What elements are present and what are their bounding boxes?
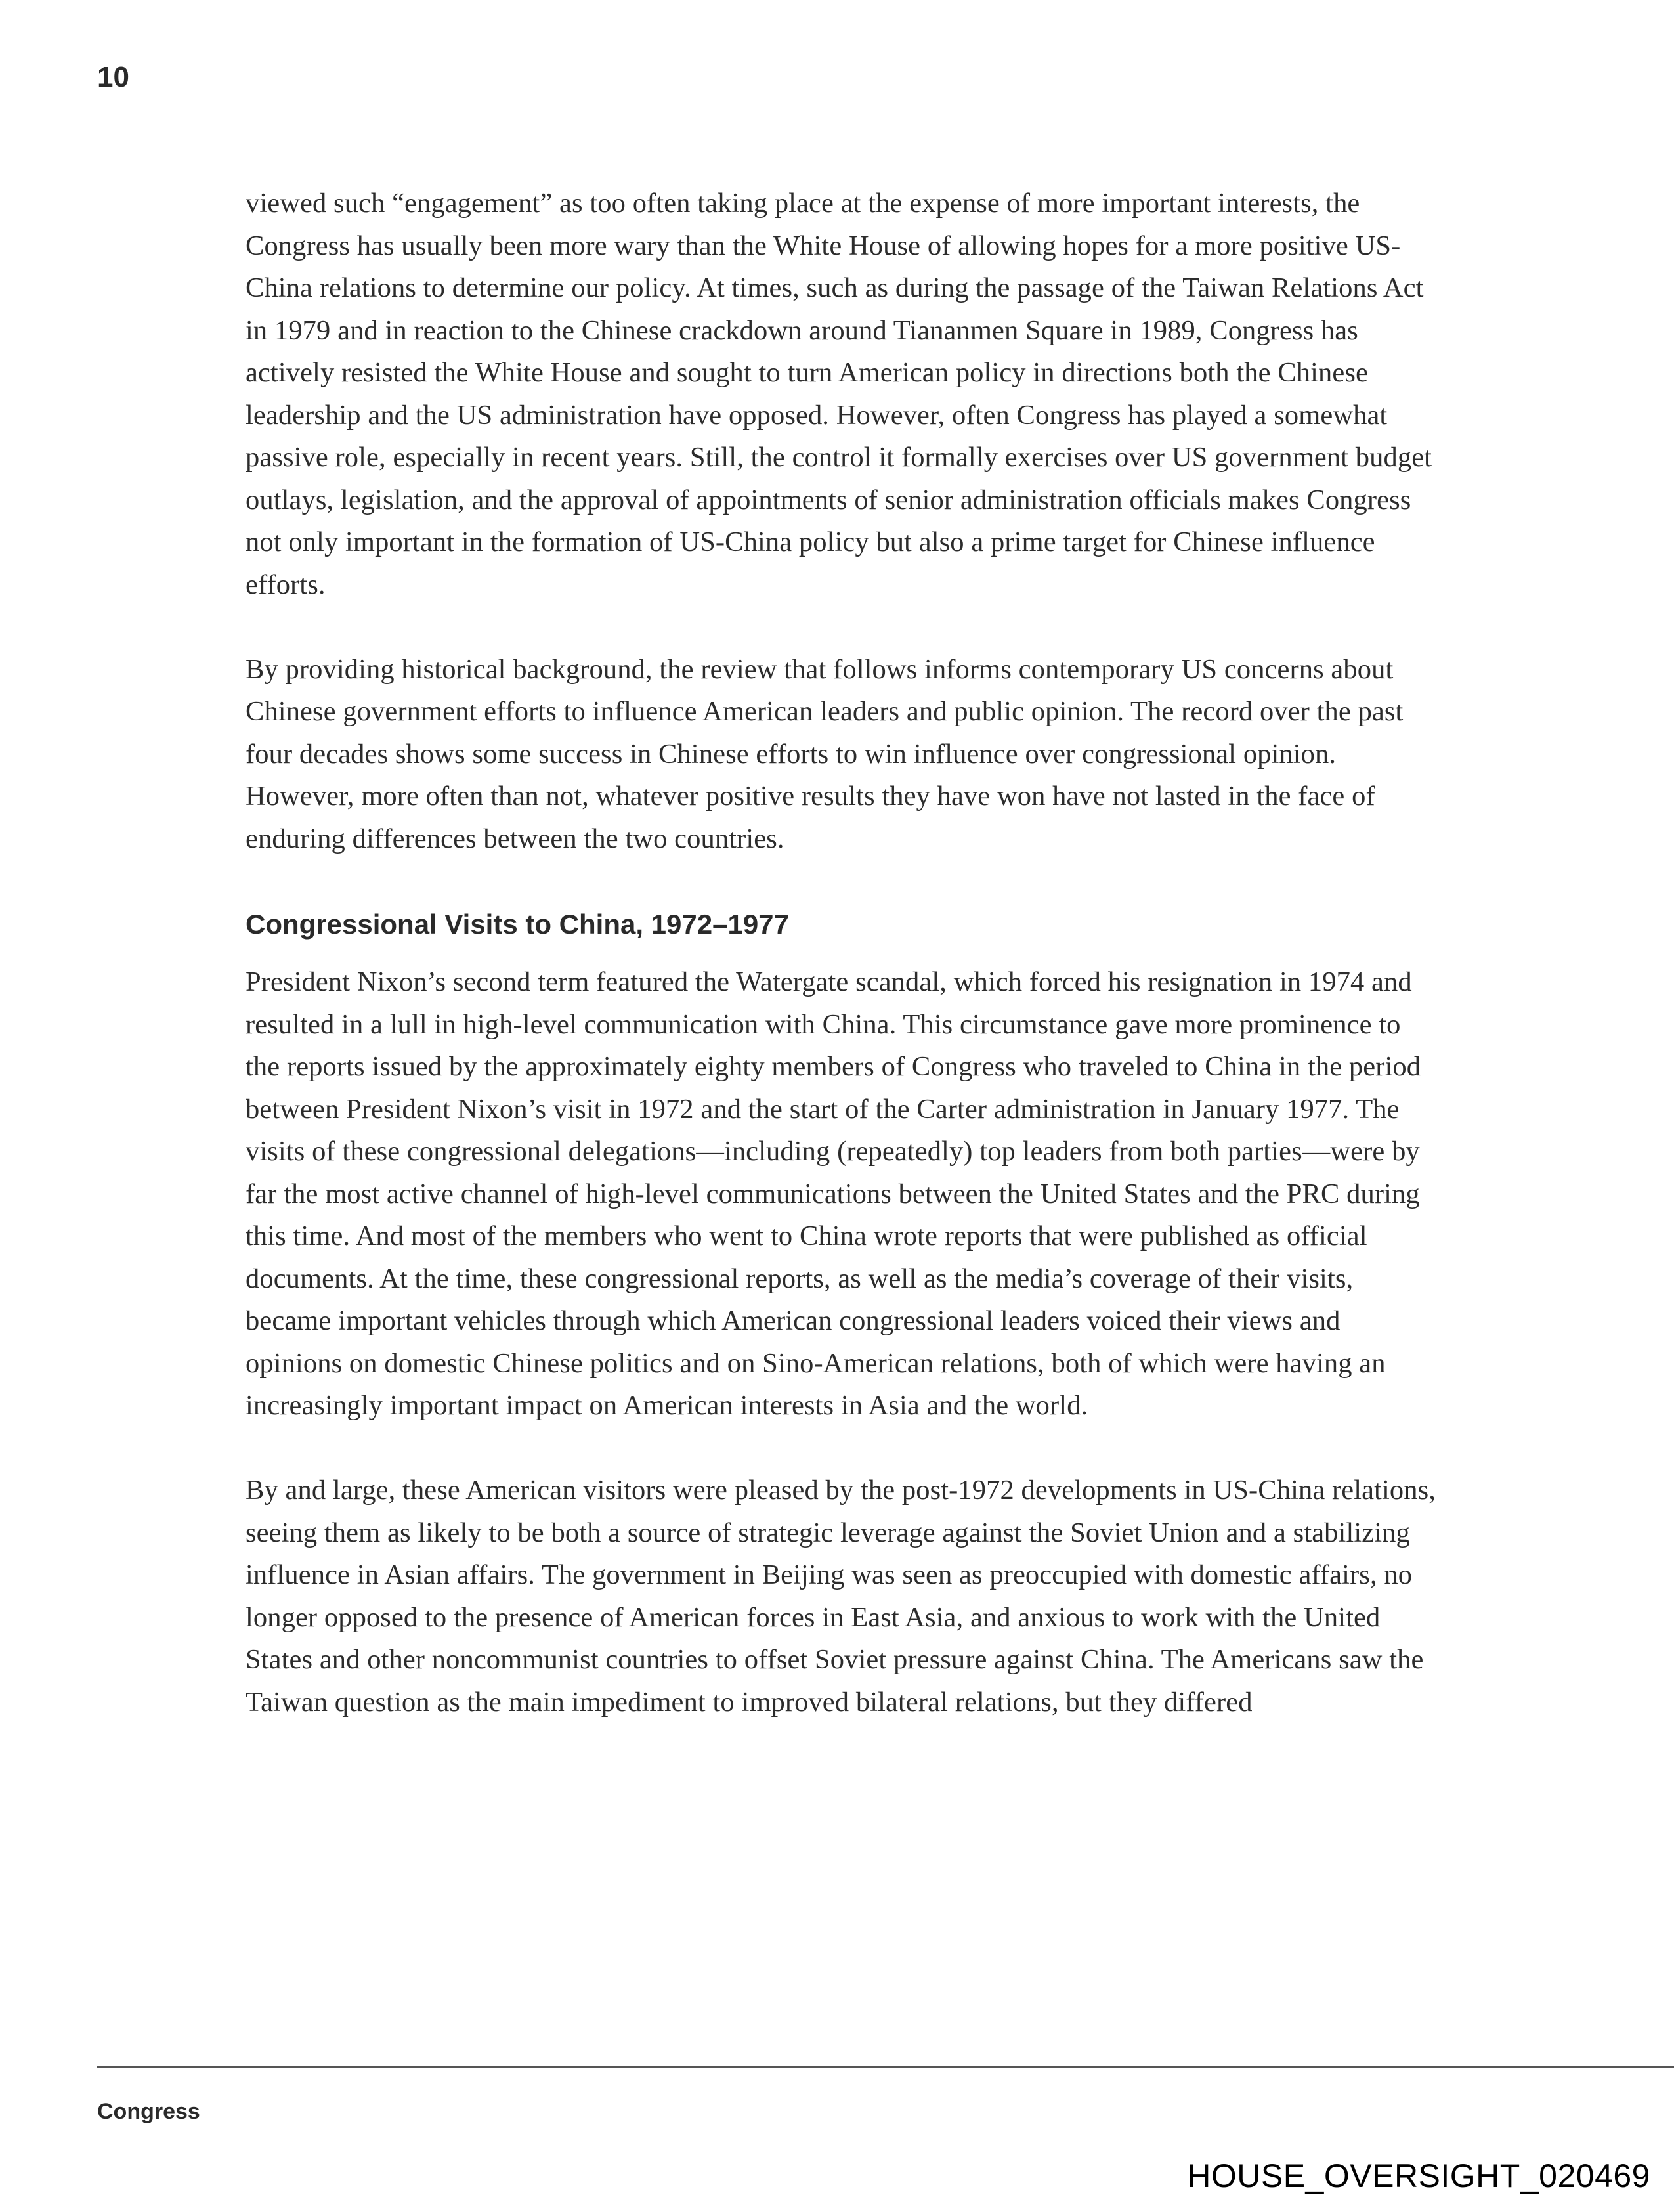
paragraph: viewed such “engagement” as too often taking place at the expense of more important interests, the Congress has usually been more wary than the White House of allowing hopes for a more positive US-China relations to determine our policy. At times, such as during the passage of the Taiwan Relations Act in 1979 and in reaction to the Chinese crackdown around Tiananmen Square in 1989, Congress has actively resisted the White House and sought to turn American policy in directions both the Chinese leadership and the US administration have opposed. However, often Congress has played a somewhat passive role, especially in recent years. Still, the control it formally exercises over US government budget outlays, legislation, and the approval of appointments of senior administration officials makes Congress not only important in the formation of US-China policy but also a prime target for Chinese influence efforts. [246,188,1432,600]
body-text [246,183,1440,1724]
section-heading: Congressional Visits to China, 1972–1977 [246,909,789,940]
paragraph: By and large, these American visitors were pleased by the post-1972 developments in US-China relations, seeing them as likely to be both a source of strategic leverage against the Soviet Union and a stabilizing influence in Asian affairs. The government in Beijing was seen as preoccupied with domestic affairs, no longer opposed to the presence of American forces in East Asia, and anxious to work with the United States and other noncommunist countries to offset Soviet pressure against China. The Americans saw the Taiwan question as the main impediment to improved bilateral relations, but they differed [246,1475,1436,1718]
paragraph: By providing historical background, the review that follows informs contemporary US concerns about Chinese government efforts to influence American leaders and public opinion. The record over the past four decades shows some success in Chinese efforts to win influence over congressional opinion. However, more often than not, whatever positive results they have won have not lasted in the face of enduring differences between the two countries. [246,653,1404,854]
running-footer-title: Congress [97,2099,200,2124]
bates-number: HOUSE_OVERSIGHT_020469 [1187,2158,1650,2194]
page-number: 10 [97,61,129,93]
footer-divider [97,2066,1674,2068]
paragraph: President Nixon’s second term featured the Watergate scandal, which forced his resignation in 1974 and resulted in a lull in high-level communication with China. This circumstance gave more prominence to the reports issued by the approximately eighty members of Congress who traveled to China in the period between President Nixon’s visit in 1972 and the start of the Carter administration in January 1977. The visits of these congressional delegations—including (repeatedly) top leaders from both parties—were by far the most active channel of high-level communications between the United States and the PRC during this time. And most of the members who went to China wrote reports that were published as official documents. At the time, these congressional reports, as well as the media’s coverage of their visits, became important vehicles through which American congressional leaders voiced their views and opinions on domestic Chinese politics and on Sino-American relations, both of which were having an increasingly important impact on American interests in Asia and the world. [246,966,1421,1421]
